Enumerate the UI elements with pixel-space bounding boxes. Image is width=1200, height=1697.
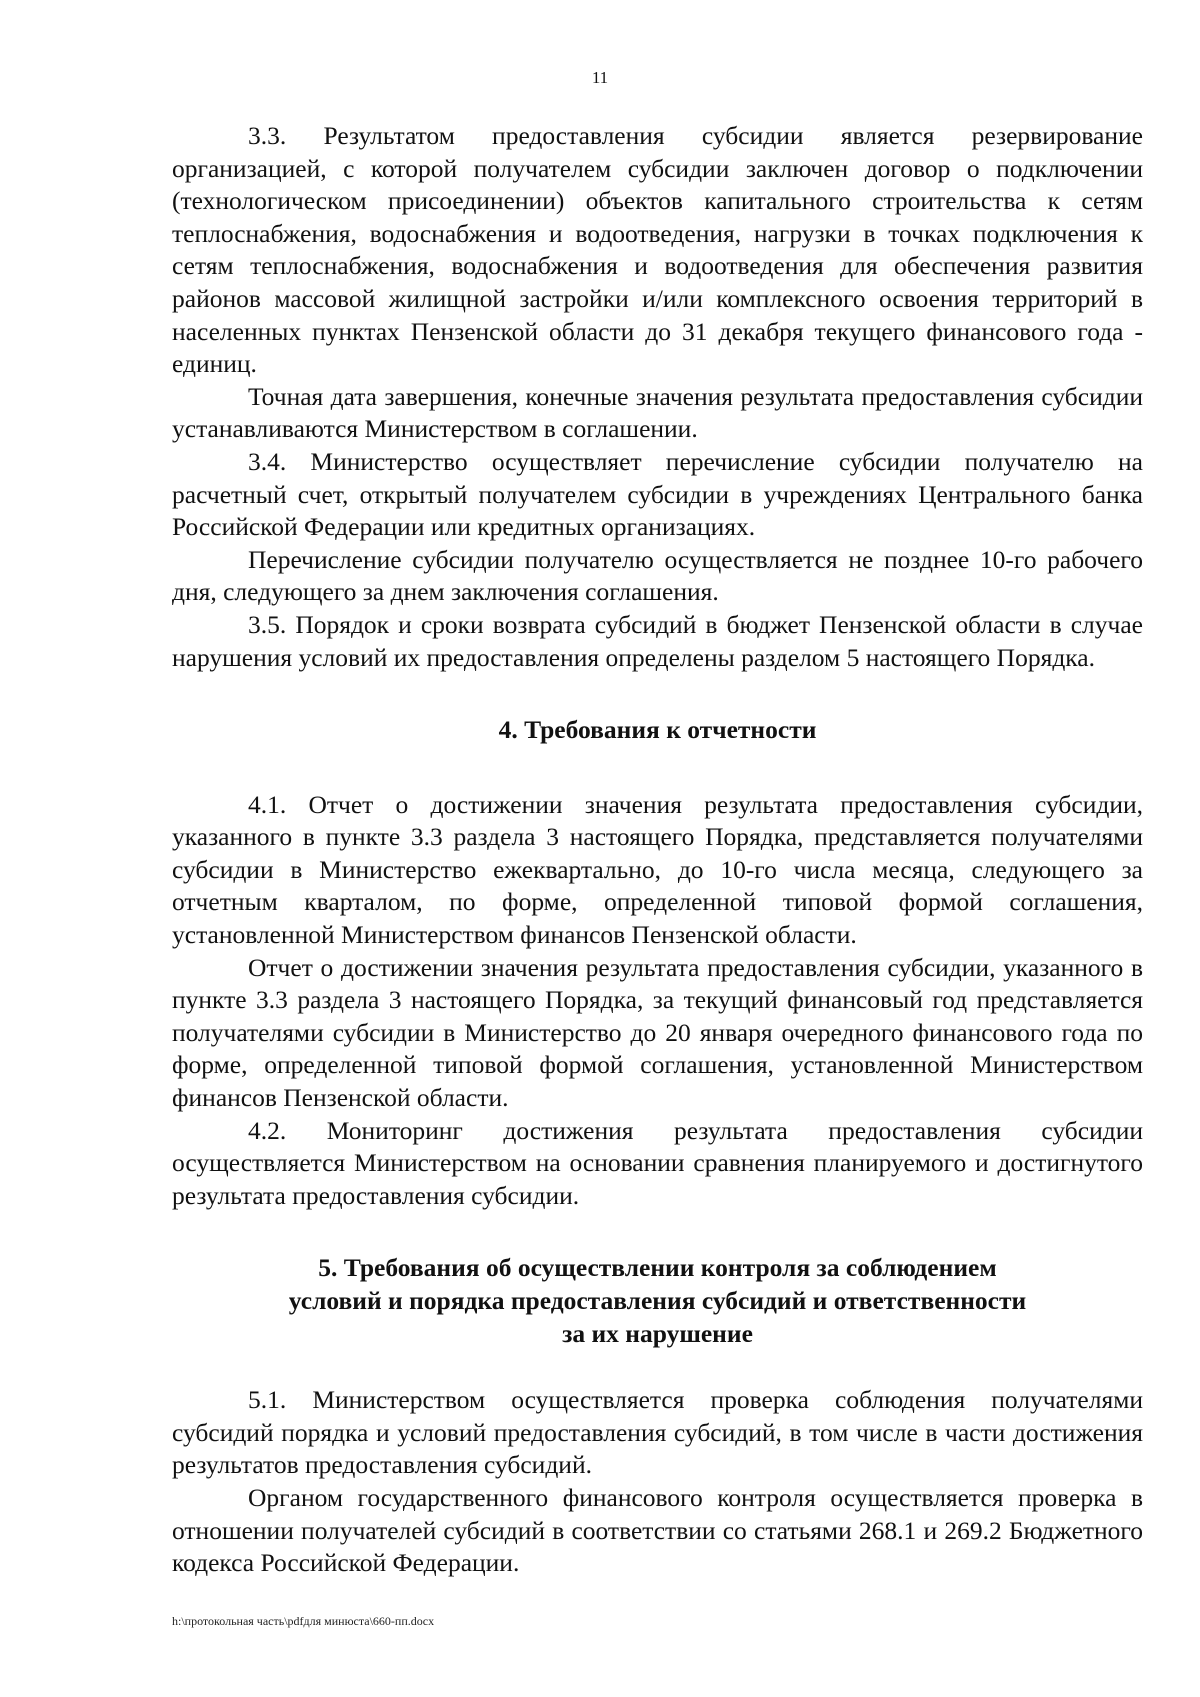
section-heading-5-line-3: за их нарушение bbox=[562, 1318, 753, 1348]
section-heading-5 bbox=[172, 1252, 1143, 1350]
paragraph-3-3: 3.3. Результатом предоставления субсидии является резервирование организацией, с которой получателем субсидии заключен договор о подключении (технологическом присоединении) объектов капитального строительства к сетям теплоснабжения, водоснабжения и водоотведения, нагрузки в точках подключения к сетям теплоснабжения, водоснабжения и водоотведения для обеспечения развития районов массовой жилищной застройки и/или комплексного освоения территорий в населенных пунктах Пензенской области до 31 декабря текущего финансового года - единиц. bbox=[172, 121, 1143, 379]
paragraph-3-4-transfer: Перечисление субсидии получателю осуществляется не позднее 10-го рабочего дня, следующего за днем заключения соглашения. bbox=[172, 544, 1143, 607]
section-heading-5-line-1: 5. Требования об осуществлении контроля за соблюдением bbox=[318, 1253, 997, 1283]
footer-file-path: h:\протокольная часть\pdfдля минюста\660-пп.docx bbox=[172, 1614, 435, 1628]
section-heading-5-line-2: условий и порядка предоставления субсидий и ответственности bbox=[288, 1286, 1027, 1315]
spacer bbox=[172, 1212, 1143, 1252]
paragraph-4-2: 4.2. Мониторинг достижения результата предоставления субсидии осуществляется Министерством на основании сравнения планируемого и достигнутого результата предоставления субсидии. bbox=[172, 1115, 1143, 1210]
spacer bbox=[172, 674, 1143, 714]
paragraph-4-1: 4.1. Отчет о достижении значения результата предоставления субсидии, указанного в пункте 3.3 раздела 3 настоящего Порядка, представляется получателями субсидии в Министерство ежеквартально, до 10-го числа месяца, следующего за отчетным кварталом, по форме, определенной типовой формой соглашения, установленной Министерством финансов Пензенской области. bbox=[172, 789, 1143, 950]
paragraph-5-1: 5.1. Министерством осуществляется проверка соблюдения получателями субсидий порядка и условий предоставления субсидий, в том числе в части достижения результатов предоставления субсидий. bbox=[172, 1385, 1143, 1480]
section-heading-4: 4. Требования к отчетности bbox=[498, 715, 817, 745]
spacer bbox=[172, 1350, 1143, 1384]
page-number: 11 bbox=[591, 68, 609, 87]
paragraph-3-4: 3.4. Министерство осуществляет перечисление субсидии получателю на расчетный счет, открытый получателем субсидии в учреждениях Центрального банка Российской Федерации или кредитных организациях. bbox=[172, 446, 1143, 542]
document-body bbox=[172, 120, 1143, 1580]
spacer bbox=[172, 747, 1143, 789]
paragraph-5-1-control: Органом государственного финансового контроля осуществляется проверка в отношении получателей субсидий в соответствии со статьями 268.1 и 269.2 Бюджетного кодекса Российской Федерации. bbox=[172, 1482, 1143, 1578]
paragraph-3-5: 3.5. Порядок и сроки возврата субсидий в бюджет Пензенской области в случае нарушения условий их предоставления определены разделом 5 настоящего Порядка. bbox=[172, 609, 1143, 672]
paragraph-3-3-date: Точная дата завершения, конечные значения результата предоставления субсидии устанавливаются Министерством в соглашении. bbox=[172, 381, 1143, 444]
paragraph-4-1-annual: Отчет о достижении значения результата предоставления субсидии, указанного в пункте 3.3 раздела 3 настоящего Порядка, за текущий финансовый год представляется получателями субсидии в Министерство до 20 января очередного финансового года по форме, определенной типовой формой соглашения, установленной Министерством финансов Пензенской области. bbox=[172, 952, 1143, 1113]
